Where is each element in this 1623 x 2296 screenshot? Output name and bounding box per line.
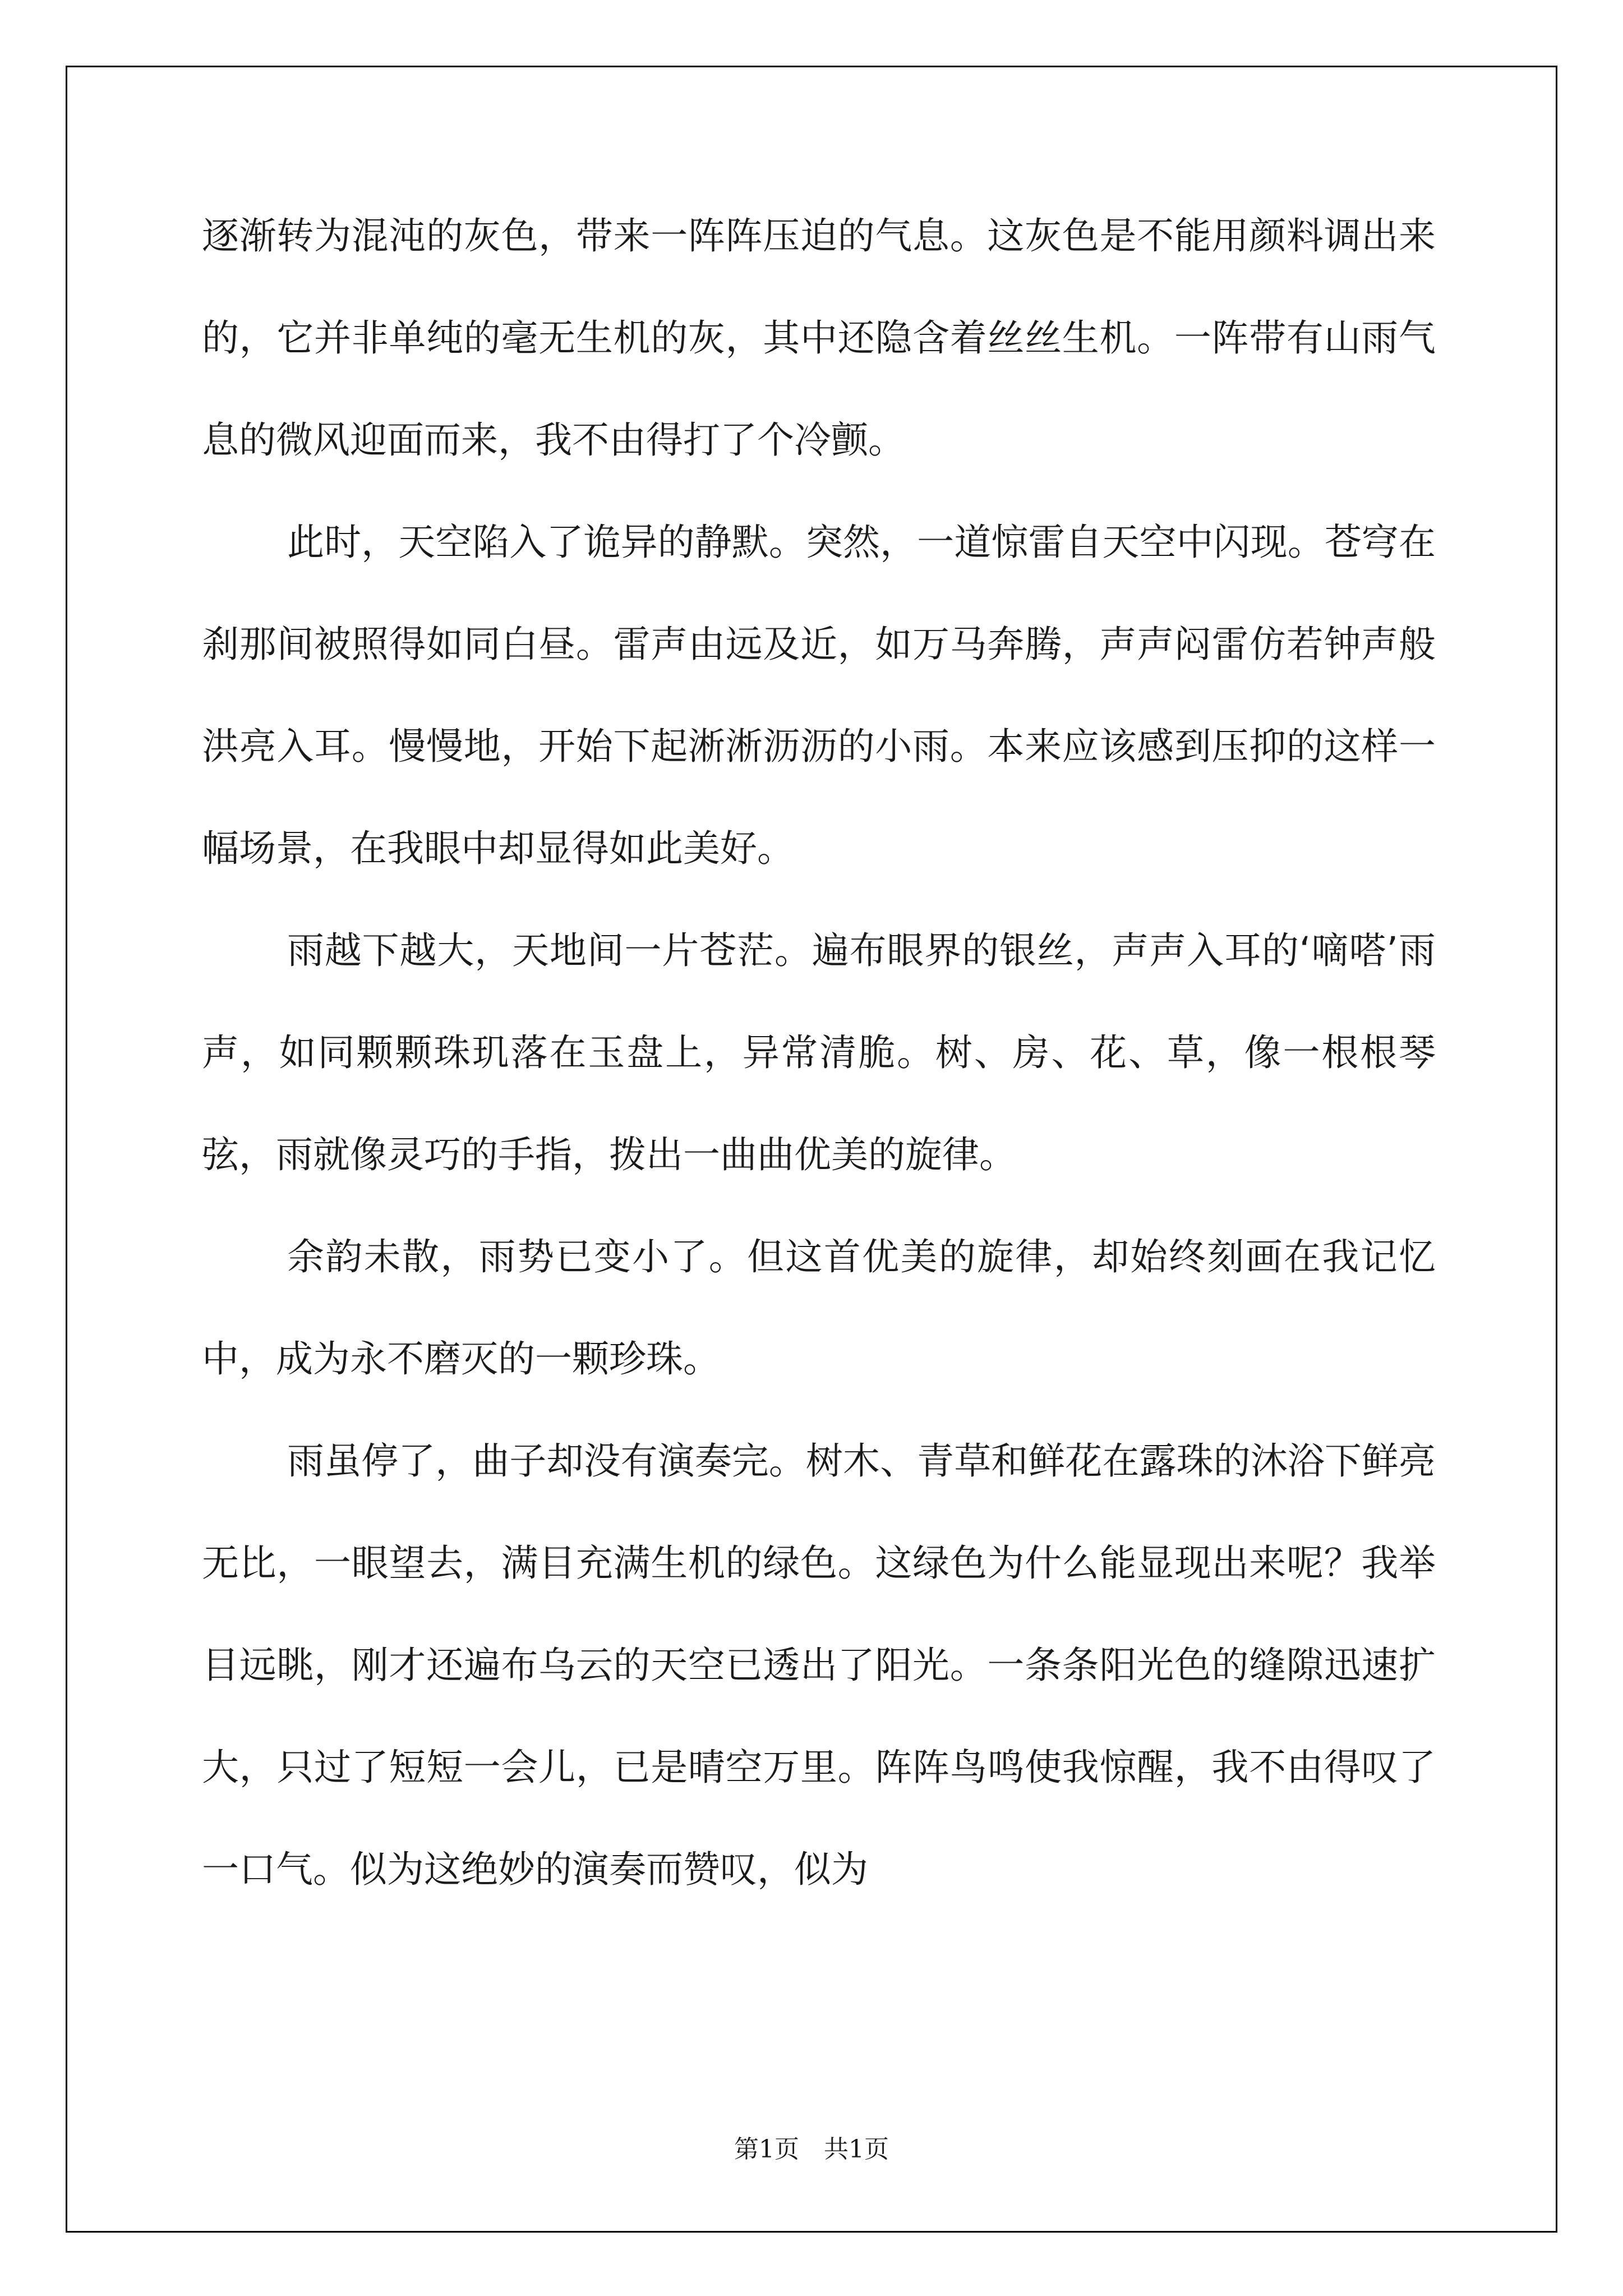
paragraph-2: 此时，天空陷入了诡异的静默。突然，一道惊雷自天空中闪现。苍穹在刹那间被照得如同白昼。雷声由远及近，如万马奔腾，声声闷雷仿若钟声般洪亮入耳。慢慢地，开始下起淅淅沥沥的小雨。本来应该感到压抑的这样一幅场景，在我眼中却显得如此美好。	[202, 521, 1436, 870]
document-body	[202, 185, 1436, 1921]
paragraph-3: 雨越下越大，天地间一片苍茫。遍布眼界的银丝，声声入耳的‘嘀嗒’雨声，如同颗颗珠玑落在玉盘上，异常清脆。树、房、花、草，像一根根琴弦，雨就像灵巧的手指，拨出一曲曲优美的旋律。	[202, 929, 1436, 1176]
page-footer: 第1页 共1页	[734, 2135, 889, 2164]
paragraph-4: 余韵未散，雨势已变小了。但这首优美的旋律，却始终刻画在我记忆中，成为永不磨灭的一颗珍珠。	[202, 1235, 1436, 1381]
paragraph-1: 逐渐转为混沌的灰色，带来一阵阵压迫的气息。这灰色是不能用颜料调出来的，它并非单纯的毫无生机的灰，其中还隐含着丝丝生机。一阵带有山雨气息的微风迎面而来，我不由得打了个冷颤。	[202, 214, 1436, 462]
paragraph-5: 雨虽停了，曲子却没有演奏完。树木、青草和鲜花在露珠的沐浴下鲜亮无比，一眼望去，满目充满生机的绿色。这绿色为什么能显现出来呢？我举目远眺，刚才还遍布乌云的天空已透出了阳光。一条条阳光色的缝隙迅速扩大，只过了短短一会儿，已是晴空万里。阵阵鸟鸣使我惊醒，我不由得叹了一口气。似为这绝妙的演奏而赞叹，似为	[202, 1439, 1436, 1891]
